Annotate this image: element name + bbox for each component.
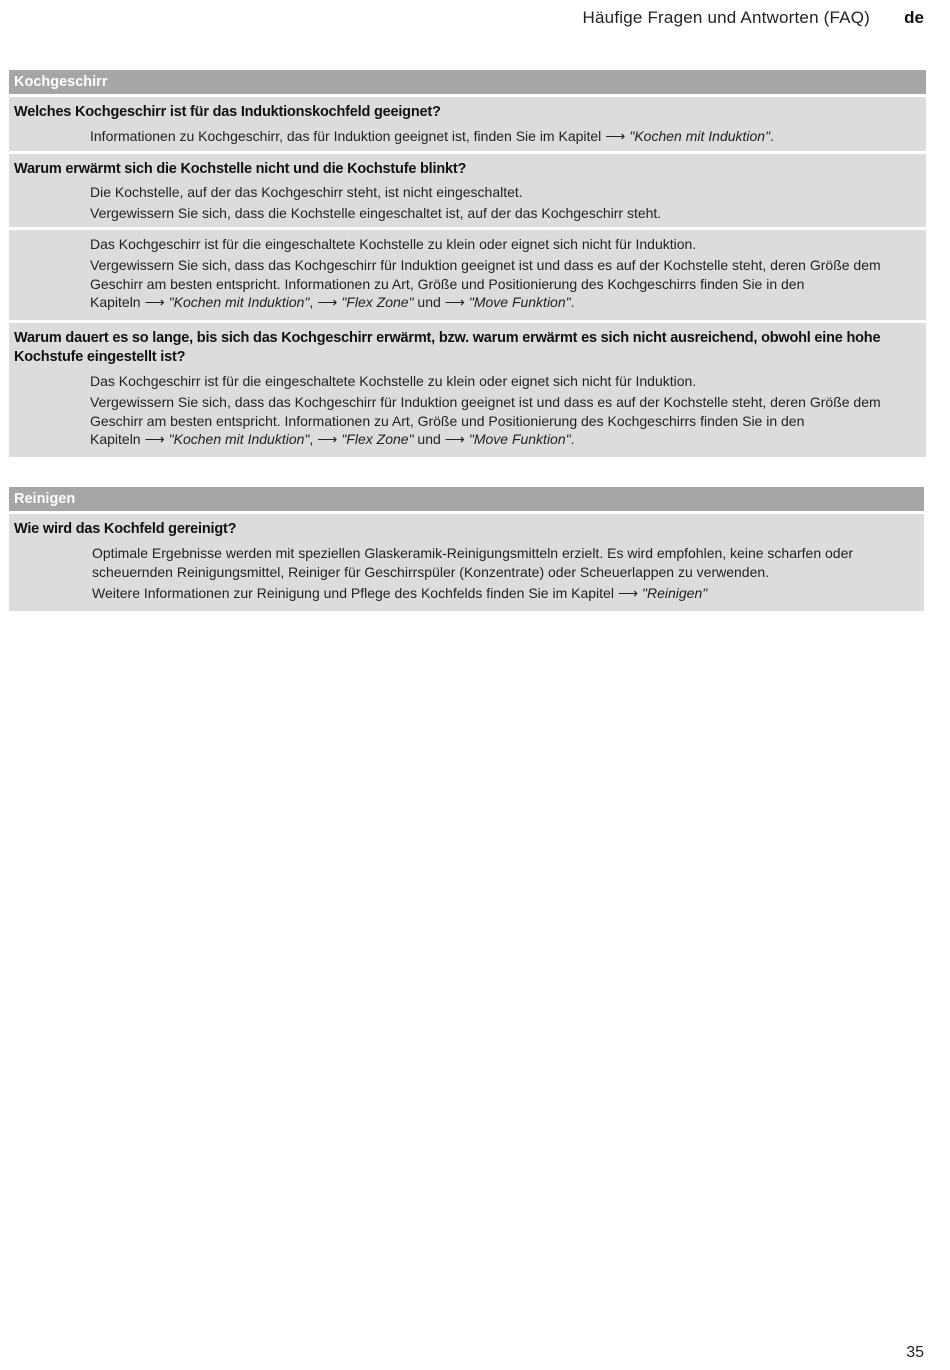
page-number: 35 <box>906 1344 924 1361</box>
chapter-link[interactable]: "Flex Zone" <box>341 431 414 447</box>
header-title: Häufige Fragen und Antworten (FAQ) <box>582 8 870 27</box>
cause-text: Die Kochstelle, auf der das Kochgeschirr steht, ist nicht eingeschaltet. <box>90 183 523 200</box>
arrow-right-icon: ⟶ <box>444 431 465 447</box>
header-language: de <box>904 8 924 27</box>
faq-answer: Informationen zu Kochgeschirr, das für Induktion geeignet ist, finden Sie im Kapitel ⟶ "Kochen mit Induktion". <box>90 128 774 144</box>
chapter-link[interactable]: "Kochen mit Induktion" <box>168 294 310 310</box>
chapter-link[interactable]: "Flex Zone" <box>341 294 414 310</box>
arrow-right-icon: ⟶ <box>317 294 338 310</box>
faq-question: Warum dauert es so lange, bis sich das Kochgeschirr erwärmt, bzw. warum erwärmt es sich nicht ausreichend, obwohl eine hohe Kochstufe eingestellt ist? <box>14 329 881 365</box>
chapter-link[interactable]: "Move Funktion" <box>468 294 571 310</box>
arrow-right-icon: ⟶ <box>444 294 465 310</box>
section-title: Reinigen <box>9 487 924 511</box>
faq-item <box>9 514 924 611</box>
answer-text: Weitere Informationen zur Reinigung und Pflege des Kochfelds finden Sie im Kapitel ⟶ "Reinigen" <box>92 585 708 601</box>
arrow-right-icon: ⟶ <box>617 585 639 601</box>
faq-item <box>9 97 926 151</box>
arrow-right-icon: ⟶ <box>317 431 338 447</box>
faq-question: Wie wird das Kochfeld gereinigt? <box>14 521 237 537</box>
cause-text: Das Kochgeschirr ist für die eingeschaltete Kochstelle zu klein oder eignet sich nicht für Induktion. <box>90 235 697 252</box>
chapter-link[interactable]: "Kochen mit Induktion" <box>168 431 310 447</box>
chapter-link[interactable]: "Reinigen" <box>642 585 708 601</box>
faq-question: Warum erwärmt sich die Kochstelle nicht und die Kochstufe blinkt? <box>14 160 467 177</box>
section-reinigen <box>9 487 924 611</box>
arrow-right-icon: ⟶ <box>144 294 165 310</box>
faq-item <box>9 323 926 457</box>
remedy-text: Vergewissern Sie sich, dass das Kochgeschirr für Induktion geeignet ist und dass es auf der Kochstelle steht, deren Größe dem Geschirr am besten entspricht. Informationen zu Art, Größe und Positionierung des Kochgeschirrs finden Sie in den Kapiteln ⟶ "Kochen mit Induktion", ⟶ "Flex Zone" und ⟶ "Move Funktion". <box>90 257 881 310</box>
remedy-text: Vergewissern Sie sich, dass die Kochstelle eingeschaltet ist, auf der das Kochgeschirr steht. <box>90 205 662 221</box>
remedy-text: Vergewissern Sie sich, dass das Kochgeschirr für Induktion geeignet ist und dass es auf der Kochstelle steht, deren Größe dem Geschirr am besten entspricht. Informationen zu Art, Größe und Positionierung des Kochgeschirrs finden Sie in den Kapiteln ⟶ "Kochen mit Induktion", ⟶ "Flex Zone" und ⟶ "Move Funktion". <box>90 394 881 447</box>
arrow-right-icon: ⟶ <box>144 431 165 447</box>
answer-text: Informationen zu Kochgeschirr, das für Induktion geeignet ist, finden Sie im Kapitel <box>90 128 602 144</box>
faq-answer <box>14 544 918 603</box>
faq-item <box>9 154 926 320</box>
faq-question: Welches Kochgeschirr ist für das Induktionskochfeld geeignet? <box>14 104 441 120</box>
chapter-link[interactable]: "Kochen mit Induktion" <box>629 128 771 144</box>
faq-answer <box>14 183 920 312</box>
faq-answer <box>14 372 920 449</box>
chapter-link[interactable]: "Move Funktion" <box>468 431 571 447</box>
answer-text: Optimale Ergebnisse werden mit speziellen Glaskeramik-Reinigungsmitteln erzielt. Es wird empfohlen, keine scharfen oder scheuernden Reinigungsmittel, Reiniger für Geschirrspüler (Konzentrate) oder Scheuerlappen zu verwenden. <box>92 545 854 580</box>
page-header <box>0 6 926 30</box>
arrow-right-icon: ⟶ <box>605 128 626 144</box>
section-title: Kochgeschirr <box>9 70 926 94</box>
section-kochgeschirr <box>9 70 926 457</box>
cause-text: Das Kochgeschirr ist für die eingeschaltete Kochstelle zu klein oder eignet sich nicht für Induktion. <box>90 372 697 389</box>
